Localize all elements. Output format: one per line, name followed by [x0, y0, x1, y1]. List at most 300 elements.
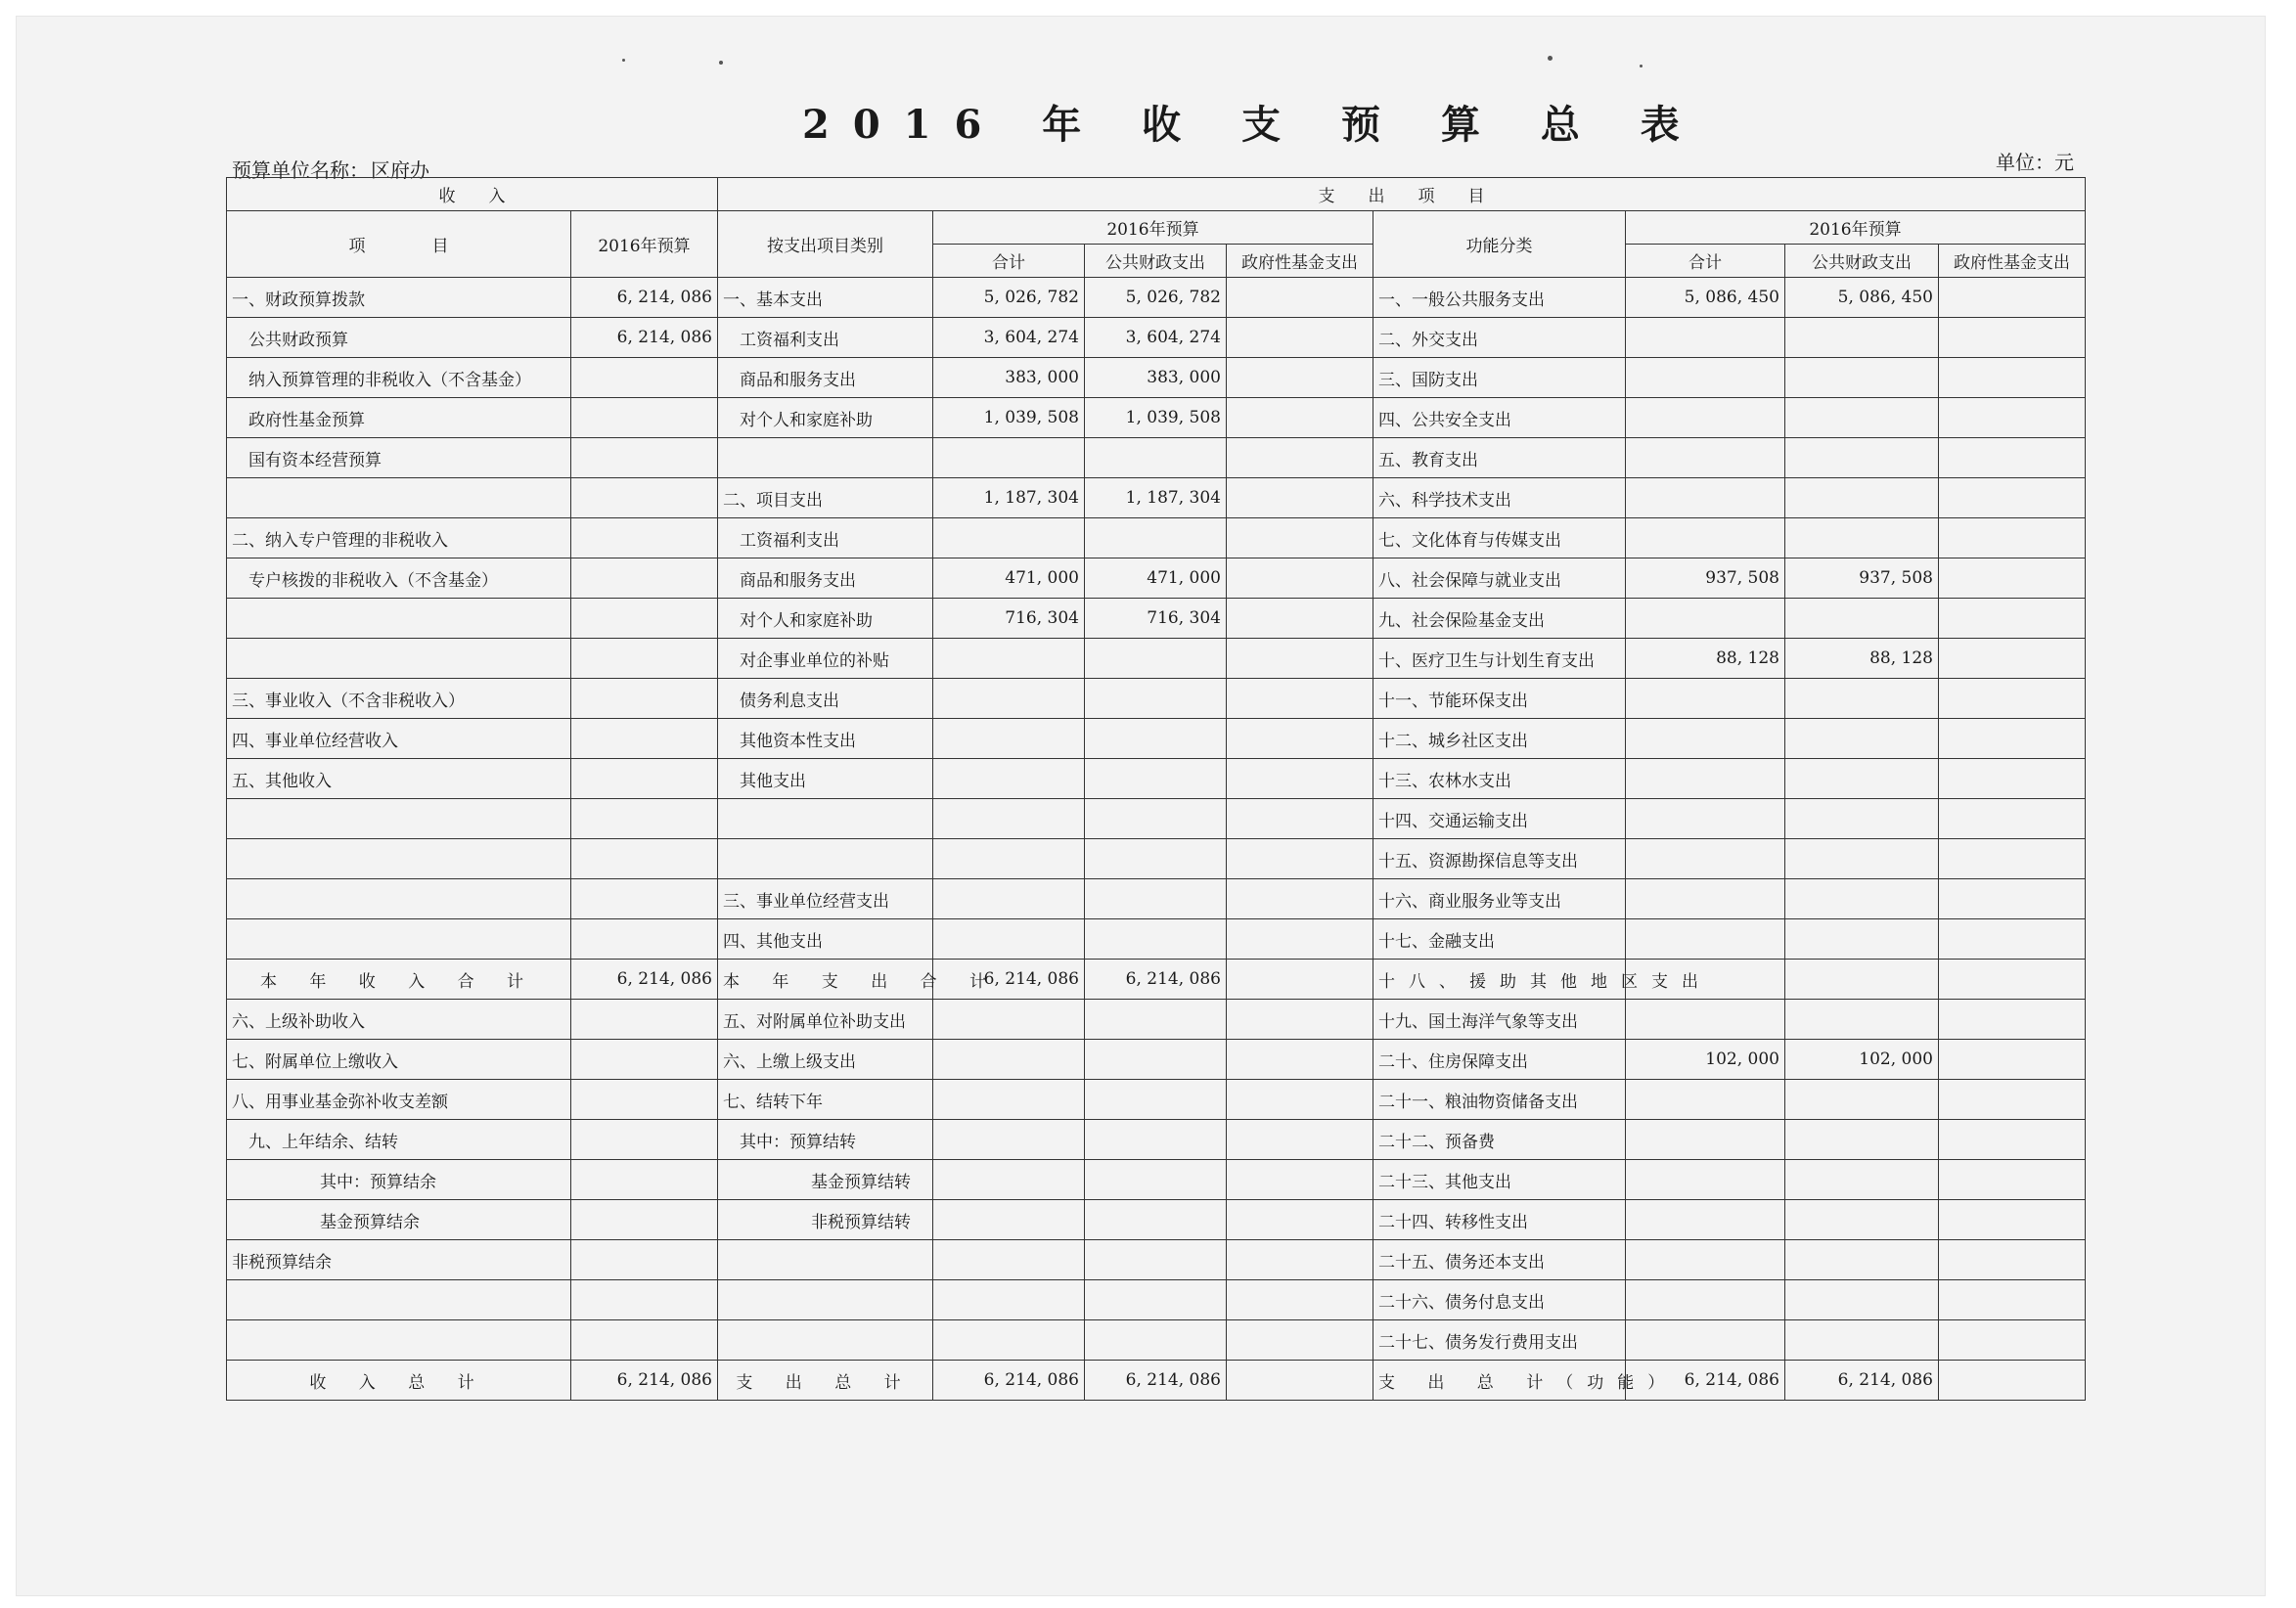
budget-table-body	[227, 178, 2086, 1401]
expense-public-cell: 1, 187, 304	[1085, 478, 1227, 518]
function-fund-cell	[1939, 438, 2086, 478]
function-fund-cell	[1939, 518, 2086, 558]
function-item-cell: 八、社会保障与就业支出	[1373, 558, 1626, 599]
table-row	[227, 839, 2086, 879]
expense-category-cell: 三、事业单位经营支出	[718, 879, 933, 919]
expense-total-cell	[933, 679, 1085, 719]
expense-total-cell: 1, 039, 508	[933, 398, 1085, 438]
expense-public-cell	[1085, 1320, 1227, 1361]
function-public-cell	[1785, 960, 1939, 1000]
expense-fund-cell	[1227, 358, 1373, 398]
expense-public-cell	[1085, 639, 1227, 679]
function-total-cell	[1626, 1160, 1785, 1200]
function-fund-cell	[1939, 759, 2086, 799]
function-item-cell: 二十二、预备费	[1373, 1120, 1626, 1160]
function-item-cell: 二十、住房保障支出	[1373, 1040, 1626, 1080]
function-item-cell: 九、社会保险基金支出	[1373, 599, 1626, 639]
function-fund-cell	[1939, 799, 2086, 839]
table-row	[227, 318, 2086, 358]
expense-category-cell: 五、对附属单位补助支出	[718, 1000, 933, 1040]
function-public-cell	[1785, 1240, 1939, 1280]
expense-public-cell	[1085, 919, 1227, 960]
function-public-cell	[1785, 1080, 1939, 1120]
function-public-cell	[1785, 799, 1939, 839]
function-fund-cell	[1939, 398, 2086, 438]
expense-category-cell: 一、基本支出	[718, 278, 933, 318]
expense-category-cell: 对个人和家庭补助	[718, 398, 933, 438]
function-fund-cell	[1939, 1040, 2086, 1080]
expense-category-cell: 支 出 总 计	[718, 1361, 933, 1401]
expense-total-cell	[933, 1200, 1085, 1240]
expense-fund-cell	[1227, 960, 1373, 1000]
table-row	[227, 799, 2086, 839]
income-amount-cell	[571, 639, 718, 679]
income-item-cell: 纳入预算管理的非税收入（不含基金）	[227, 358, 571, 398]
function-total-cell: 937, 508	[1626, 558, 1785, 599]
function-item-cell: 二十五、债务还本支出	[1373, 1240, 1626, 1280]
header-row-2	[227, 211, 2086, 245]
expense-public-cell	[1085, 1200, 1227, 1240]
expense-fund-cell	[1227, 879, 1373, 919]
expense-total-cell: 3, 604, 274	[933, 318, 1085, 358]
function-fund-cell	[1939, 278, 2086, 318]
function-public-cell	[1785, 599, 1939, 639]
function-fund-header: 政府性基金支出	[1939, 245, 2086, 278]
function-item-cell: 支 出 总 计（功能）	[1373, 1361, 1626, 1401]
table-row	[227, 599, 2086, 639]
expense-category-cell: 商品和服务支出	[718, 558, 933, 599]
function-public-cell	[1785, 1320, 1939, 1361]
function-public-cell: 6, 214, 086	[1785, 1361, 1939, 1401]
function-fund-cell	[1939, 318, 2086, 358]
income-item-cell	[227, 1280, 571, 1320]
function-item-cell: 二十七、债务发行费用支出	[1373, 1320, 1626, 1361]
function-public-cell: 937, 508	[1785, 558, 1939, 599]
income-amount-cell	[571, 599, 718, 639]
function-fund-cell	[1939, 639, 2086, 679]
expense-public-cell: 6, 214, 086	[1085, 960, 1227, 1000]
function-item-cell: 七、文化体育与传媒支出	[1373, 518, 1626, 558]
income-item-cell	[227, 478, 571, 518]
income-item-cell: 五、其他收入	[227, 759, 571, 799]
function-item-cell: 十七、金融支出	[1373, 919, 1626, 960]
expense-category-cell: 非税预算结转	[718, 1200, 933, 1240]
function-public-cell	[1785, 679, 1939, 719]
function-item-cell: 十四、交通运输支出	[1373, 799, 1626, 839]
function-fund-cell	[1939, 919, 2086, 960]
table-row	[227, 639, 2086, 679]
expense-total-cell	[933, 1080, 1085, 1120]
document-title: 2016 年 收 支 预 算 总 表	[802, 102, 1703, 148]
function-item-cell: 十六、商业服务业等支出	[1373, 879, 1626, 919]
expense-public-cell: 716, 304	[1085, 599, 1227, 639]
income-amount-cell: 6, 214, 086	[571, 318, 718, 358]
scan-speck	[1548, 56, 1553, 61]
income-item-cell: 其中：预算结余	[227, 1160, 571, 1200]
function-total-cell	[1626, 919, 1785, 960]
income-amount-cell	[571, 1280, 718, 1320]
function-fund-cell	[1939, 1120, 2086, 1160]
expense-category-cell: 工资福利支出	[718, 518, 933, 558]
expense-category-cell	[718, 1240, 933, 1280]
function-public-cell	[1785, 1200, 1939, 1240]
income-item-cell	[227, 1320, 571, 1361]
function-total-cell: 88, 128	[1626, 639, 1785, 679]
expense-category-cell: 对个人和家庭补助	[718, 599, 933, 639]
expense-public-cell: 6, 214, 086	[1085, 1361, 1227, 1401]
function-header: 功能分类	[1373, 211, 1626, 278]
table-row	[227, 1200, 2086, 1240]
income-amount-cell	[571, 1320, 718, 1361]
expense-public-cell	[1085, 1120, 1227, 1160]
expense-category-cell	[718, 1280, 933, 1320]
expense-fund-cell	[1227, 1080, 1373, 1120]
function-fund-cell	[1939, 839, 2086, 879]
income-amount-cell	[571, 398, 718, 438]
function-public-header: 公共财政支出	[1785, 245, 1939, 278]
expense-total-cell	[933, 1280, 1085, 1320]
table-row	[227, 719, 2086, 759]
expense-header: 支 出 项 目	[718, 178, 2086, 211]
table-row	[227, 438, 2086, 478]
income-amount-cell	[571, 438, 718, 478]
function-item-cell: 十二、城乡社区支出	[1373, 719, 1626, 759]
table-row	[227, 1280, 2086, 1320]
expense-fund-cell	[1227, 1160, 1373, 1200]
income-amount-cell	[571, 518, 718, 558]
function-public-cell	[1785, 478, 1939, 518]
function-total-cell	[1626, 358, 1785, 398]
expense-public-cell	[1085, 679, 1227, 719]
function-item-cell: 十一、节能环保支出	[1373, 679, 1626, 719]
income-item-cell: 专户核拨的非税收入（不含基金）	[227, 558, 571, 599]
expense-fund-cell	[1227, 478, 1373, 518]
expense-category-cell: 对企事业单位的补贴	[718, 639, 933, 679]
income-amount-cell	[571, 358, 718, 398]
function-fund-cell	[1939, 679, 2086, 719]
expense-category-cell: 基金预算结转	[718, 1160, 933, 1200]
expense-public-cell: 5, 026, 782	[1085, 278, 1227, 318]
category-budget-group-header: 2016年预算	[933, 211, 1373, 245]
expense-fund-cell	[1227, 438, 1373, 478]
function-public-cell	[1785, 839, 1939, 879]
table-row	[227, 518, 2086, 558]
expense-fund-cell	[1227, 599, 1373, 639]
expense-public-cell	[1085, 1040, 1227, 1080]
income-item-cell: 八、用事业基金弥补收支差额	[227, 1080, 571, 1120]
table-row	[227, 278, 2086, 318]
income-amount-cell	[571, 1000, 718, 1040]
expense-category-cell: 六、上缴上级支出	[718, 1040, 933, 1080]
table-row	[227, 558, 2086, 599]
expense-total-cell	[933, 1120, 1085, 1160]
function-total-cell	[1626, 518, 1785, 558]
function-total-cell	[1626, 1320, 1785, 1361]
function-fund-cell	[1939, 1200, 2086, 1240]
expense-total-cell	[933, 1320, 1085, 1361]
function-total-cell	[1626, 1080, 1785, 1120]
function-fund-cell	[1939, 960, 2086, 1000]
function-total-cell	[1626, 1280, 1785, 1320]
table-row	[227, 1160, 2086, 1200]
income-item-cell	[227, 599, 571, 639]
function-item-cell: 二十六、债务付息支出	[1373, 1280, 1626, 1320]
expense-category-cell: 其他支出	[718, 759, 933, 799]
expense-fund-cell	[1227, 318, 1373, 358]
function-fund-cell	[1939, 1160, 2086, 1200]
function-total-cell: 6, 214, 086	[1626, 1361, 1785, 1401]
function-fund-cell	[1939, 558, 2086, 599]
expense-fund-cell	[1227, 759, 1373, 799]
income-item-cell	[227, 919, 571, 960]
income-amount-cell: 6, 214, 086	[571, 960, 718, 1000]
expense-fund-cell	[1227, 719, 1373, 759]
expense-public-cell	[1085, 1080, 1227, 1120]
header-row-1	[227, 178, 2086, 211]
expense-category-cell: 工资福利支出	[718, 318, 933, 358]
expense-fund-cell	[1227, 1240, 1373, 1280]
income-item-cell	[227, 839, 571, 879]
income-item-cell: 基金预算结余	[227, 1200, 571, 1240]
income-item-cell: 国有资本经营预算	[227, 438, 571, 478]
expense-category-cell: 其中：预算结转	[718, 1120, 933, 1160]
income-amount-cell	[571, 759, 718, 799]
function-total-cell	[1626, 759, 1785, 799]
expense-fund-cell	[1227, 1000, 1373, 1040]
expense-total-cell	[933, 919, 1085, 960]
table-row	[227, 398, 2086, 438]
function-item-cell: 二十一、粮油物资储备支出	[1373, 1080, 1626, 1120]
category-total-header: 合计	[933, 245, 1085, 278]
function-public-cell	[1785, 919, 1939, 960]
expense-public-cell	[1085, 1280, 1227, 1320]
function-fund-cell	[1939, 719, 2086, 759]
expense-total-cell	[933, 799, 1085, 839]
function-total-cell	[1626, 1200, 1785, 1240]
expense-public-cell: 1, 039, 508	[1085, 398, 1227, 438]
scan-speck	[719, 61, 723, 65]
expense-fund-cell	[1227, 1200, 1373, 1240]
income-amount-cell	[571, 839, 718, 879]
income-amount-cell	[571, 558, 718, 599]
function-public-cell: 88, 128	[1785, 639, 1939, 679]
function-public-cell	[1785, 318, 1939, 358]
income-amount-cell	[571, 478, 718, 518]
income-item-cell: 公共财政预算	[227, 318, 571, 358]
expense-category-cell	[718, 799, 933, 839]
income-amount-cell: 6, 214, 086	[571, 1361, 718, 1401]
expense-public-cell	[1085, 879, 1227, 919]
function-total-cell	[1626, 1000, 1785, 1040]
expense-category-cell	[718, 839, 933, 879]
function-item-cell: 十、医疗卫生与计划生育支出	[1373, 639, 1626, 679]
function-item-cell: 一、一般公共服务支出	[1373, 278, 1626, 318]
table-row	[227, 358, 2086, 398]
income-item-cell: 一、财政预算拨款	[227, 278, 571, 318]
function-public-cell	[1785, 719, 1939, 759]
function-public-cell	[1785, 1160, 1939, 1200]
income-item-cell: 三、事业收入（不含非税收入）	[227, 679, 571, 719]
expense-category-cell	[718, 1320, 933, 1361]
income-item-cell	[227, 639, 571, 679]
table-row	[227, 1040, 2086, 1080]
expense-total-cell	[933, 438, 1085, 478]
income-amount-cell	[571, 879, 718, 919]
expense-fund-cell	[1227, 278, 1373, 318]
function-public-cell	[1785, 759, 1939, 799]
income-header: 收 入	[227, 178, 718, 211]
table-row	[227, 1240, 2086, 1280]
income-item-cell	[227, 879, 571, 919]
income-item-cell: 非税预算结余	[227, 1240, 571, 1280]
expense-total-cell	[933, 1160, 1085, 1200]
function-item-cell: 十三、农林水支出	[1373, 759, 1626, 799]
income-amount-cell	[571, 1200, 718, 1240]
table-row	[227, 478, 2086, 518]
function-public-cell: 5, 086, 450	[1785, 278, 1939, 318]
function-total-cell: 5, 086, 450	[1626, 278, 1785, 318]
income-amount-cell	[571, 679, 718, 719]
function-fund-cell	[1939, 879, 2086, 919]
category-fund-header: 政府性基金支出	[1227, 245, 1373, 278]
expense-total-cell	[933, 1040, 1085, 1080]
expense-category-cell: 四、其他支出	[718, 919, 933, 960]
income-item-cell: 七、附属单位上缴收入	[227, 1040, 571, 1080]
function-total-cell	[1626, 478, 1785, 518]
expense-total-cell: 6, 214, 086	[933, 1361, 1085, 1401]
table-row	[227, 879, 2086, 919]
function-total-header: 合计	[1626, 245, 1785, 278]
expense-fund-cell	[1227, 919, 1373, 960]
function-item-cell: 十五、资源勘探信息等支出	[1373, 839, 1626, 879]
expense-fund-cell	[1227, 639, 1373, 679]
income-amount-cell	[571, 1040, 718, 1080]
function-item-cell: 二十三、其他支出	[1373, 1160, 1626, 1200]
expense-fund-cell	[1227, 799, 1373, 839]
income-item-cell: 政府性基金预算	[227, 398, 571, 438]
function-public-cell	[1785, 879, 1939, 919]
expense-public-cell: 3, 604, 274	[1085, 318, 1227, 358]
income-item-cell: 四、事业单位经营收入	[227, 719, 571, 759]
income-item-cell: 二、纳入专户管理的非税收入	[227, 518, 571, 558]
function-total-cell	[1626, 679, 1785, 719]
income-amount-cell	[571, 919, 718, 960]
expense-total-cell	[933, 1240, 1085, 1280]
function-item-cell: 四、公共安全支出	[1373, 398, 1626, 438]
expense-public-cell	[1085, 759, 1227, 799]
expense-fund-cell	[1227, 1120, 1373, 1160]
function-fund-cell	[1939, 599, 2086, 639]
expense-public-cell	[1085, 1240, 1227, 1280]
expense-fund-cell	[1227, 1361, 1373, 1401]
income-amount-cell	[571, 1160, 718, 1200]
expense-fund-cell	[1227, 518, 1373, 558]
expense-public-cell	[1085, 1000, 1227, 1040]
function-public-cell	[1785, 1120, 1939, 1160]
function-public-cell	[1785, 1280, 1939, 1320]
budget-summary-table	[226, 177, 2086, 1401]
function-item-cell: 六、科学技术支出	[1373, 478, 1626, 518]
expense-total-cell: 471, 000	[933, 558, 1085, 599]
income-budget-header: 2016年预算	[571, 211, 718, 278]
expense-public-cell	[1085, 839, 1227, 879]
income-item-cell	[227, 799, 571, 839]
expense-fund-cell	[1227, 1320, 1373, 1361]
function-fund-cell	[1939, 1280, 2086, 1320]
category-header: 按支出项目类别	[718, 211, 933, 278]
function-public-cell	[1785, 518, 1939, 558]
function-fund-cell	[1939, 358, 2086, 398]
expense-total-cell	[933, 879, 1085, 919]
function-total-cell	[1626, 1240, 1785, 1280]
function-fund-cell	[1939, 478, 2086, 518]
income-item-cell: 九、上年结余、结转	[227, 1120, 571, 1160]
function-fund-cell	[1939, 1361, 2086, 1401]
category-public-header: 公共财政支出	[1085, 245, 1227, 278]
expense-category-cell: 其他资本性支出	[718, 719, 933, 759]
income-item-cell: 本 年 收 入 合 计	[227, 960, 571, 1000]
expense-fund-cell	[1227, 679, 1373, 719]
expense-category-cell	[718, 438, 933, 478]
expense-fund-cell	[1227, 558, 1373, 599]
function-fund-cell	[1939, 1240, 2086, 1280]
currency-unit: 单位：元	[1996, 151, 2074, 174]
function-public-cell	[1785, 438, 1939, 478]
income-amount-cell	[571, 799, 718, 839]
function-public-cell	[1785, 1000, 1939, 1040]
expense-total-cell: 5, 026, 782	[933, 278, 1085, 318]
table-row	[227, 960, 2086, 1000]
expense-total-cell: 1, 187, 304	[933, 478, 1085, 518]
table-row	[227, 1320, 2086, 1361]
function-item-cell: 五、教育支出	[1373, 438, 1626, 478]
function-item-cell: 二、外交支出	[1373, 318, 1626, 358]
function-public-cell: 102, 000	[1785, 1040, 1939, 1080]
function-total-cell	[1626, 599, 1785, 639]
function-public-cell	[1785, 358, 1939, 398]
expense-category-cell: 二、项目支出	[718, 478, 933, 518]
expense-total-cell	[933, 719, 1085, 759]
income-amount-cell	[571, 1240, 718, 1280]
expense-public-cell	[1085, 799, 1227, 839]
function-total-cell	[1626, 839, 1785, 879]
function-item-cell: 三、国防支出	[1373, 358, 1626, 398]
function-total-cell	[1626, 318, 1785, 358]
expense-total-cell: 716, 304	[933, 599, 1085, 639]
expense-public-cell	[1085, 1160, 1227, 1200]
function-total-cell	[1626, 719, 1785, 759]
function-item-cell: 十八、援助其他地区支出	[1373, 960, 1626, 1000]
expense-public-cell	[1085, 438, 1227, 478]
income-amount-cell: 6, 214, 086	[571, 278, 718, 318]
expense-total-cell	[933, 639, 1085, 679]
expense-public-cell	[1085, 719, 1227, 759]
expense-public-cell: 383, 000	[1085, 358, 1227, 398]
function-total-cell	[1626, 799, 1785, 839]
expense-total-cell	[933, 1000, 1085, 1040]
table-row	[227, 1000, 2086, 1040]
expense-fund-cell	[1227, 398, 1373, 438]
expense-category-cell: 债务利息支出	[718, 679, 933, 719]
expense-category-cell: 本 年 支 出 合 计	[718, 960, 933, 1000]
function-total-cell	[1626, 1120, 1785, 1160]
table-row	[227, 759, 2086, 799]
income-amount-cell	[571, 1080, 718, 1120]
table-row	[227, 1080, 2086, 1120]
table-row	[227, 1361, 2086, 1401]
income-amount-cell	[571, 1120, 718, 1160]
expense-public-cell	[1085, 518, 1227, 558]
